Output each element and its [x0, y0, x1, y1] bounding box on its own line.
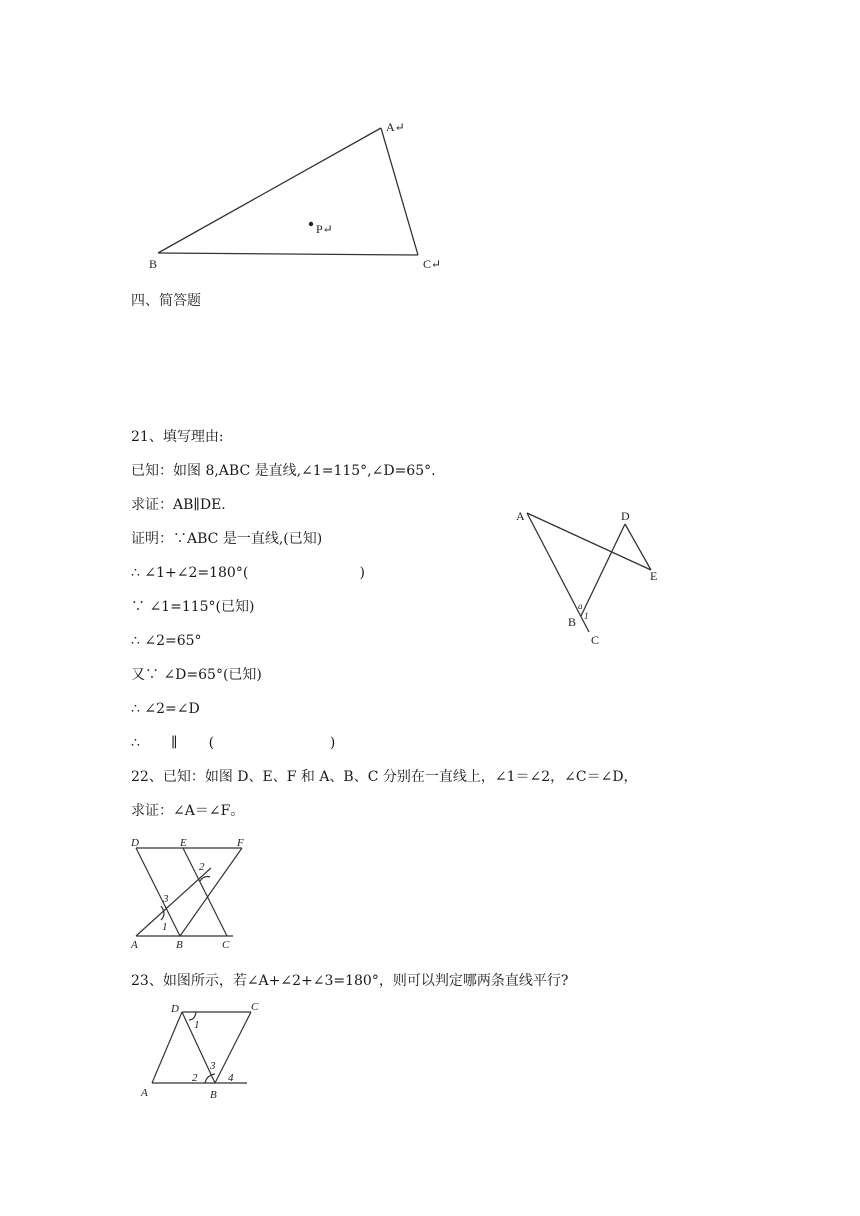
q21-step6: ∴ ∠2=∠D: [131, 701, 200, 717]
q21-title: 21、填写理由:: [131, 429, 224, 445]
section-heading: 四、简答题: [131, 293, 201, 309]
q23-label-a: A: [141, 1087, 148, 1099]
q22-angle-2: 2: [199, 861, 205, 873]
q23-label-d: D: [171, 1003, 179, 1015]
q21-step3: ∵ ∠1=115°(已知): [131, 599, 255, 615]
q23-angle-3: 3: [210, 1060, 216, 1072]
vertex-b-label: B: [149, 257, 158, 271]
point-p-label: P↵: [316, 222, 333, 236]
q23-angle-1: 1: [194, 1019, 200, 1031]
q22-label-f: F: [237, 837, 244, 849]
q21-vertex-a: A: [516, 509, 525, 523]
q22-label-c: C: [222, 939, 230, 951]
q23-angle-4: 4: [228, 1072, 234, 1084]
q21-vertex-e: E: [650, 569, 658, 583]
q22-label-a: A: [131, 939, 138, 951]
q22-text2: 求证：∠A＝∠F。: [131, 803, 245, 819]
q23-text: 23、如图所示，若∠A+∠2+∠3=180°，则可以判定哪两条直线平行?: [131, 973, 569, 989]
q21-step1: 证明：∵ABC 是一直线,(已知): [131, 531, 323, 547]
q21-step5: 又∵ ∠D=65°(已知): [131, 667, 262, 683]
q22-angle-1: 1: [162, 921, 168, 933]
q23-angle-2: 2: [192, 1072, 198, 1084]
q21-vertex-c: C: [591, 633, 600, 647]
q21-prove: 求证：AB∥DE.: [131, 497, 226, 513]
q23-label-b: B: [210, 1089, 217, 1101]
q22-angle-3: 3: [163, 893, 169, 905]
q22-text1: 22、已知：如图 D、E、F 和 A、B、C 分别在一直线上，∠1＝∠2，∠C＝∠D，: [131, 769, 638, 785]
q22-label-e: E: [180, 837, 187, 849]
q21-step2: ∴ ∠1+∠2=180°( ): [131, 565, 365, 581]
q23-label-c: C: [251, 1001, 259, 1013]
q21-step4: ∴ ∠2=65°: [131, 633, 202, 649]
q22-label-b: B: [176, 939, 183, 951]
q21-vertex-d: D: [621, 509, 630, 523]
q21-step7: ∴ ∥ ( ): [131, 735, 336, 751]
vertex-a-label: A↵: [386, 120, 405, 134]
q22-label-d: D: [131, 837, 139, 849]
q21-vertex-b: B: [568, 615, 577, 629]
q21-angle-1: 1: [584, 611, 589, 621]
q21-angle-a: a: [578, 601, 583, 611]
q21-given: 已知：如图 8,ABC 是直线,∠1=115°,∠D=65°.: [131, 463, 436, 479]
vertex-c-label: C↵: [423, 257, 442, 271]
